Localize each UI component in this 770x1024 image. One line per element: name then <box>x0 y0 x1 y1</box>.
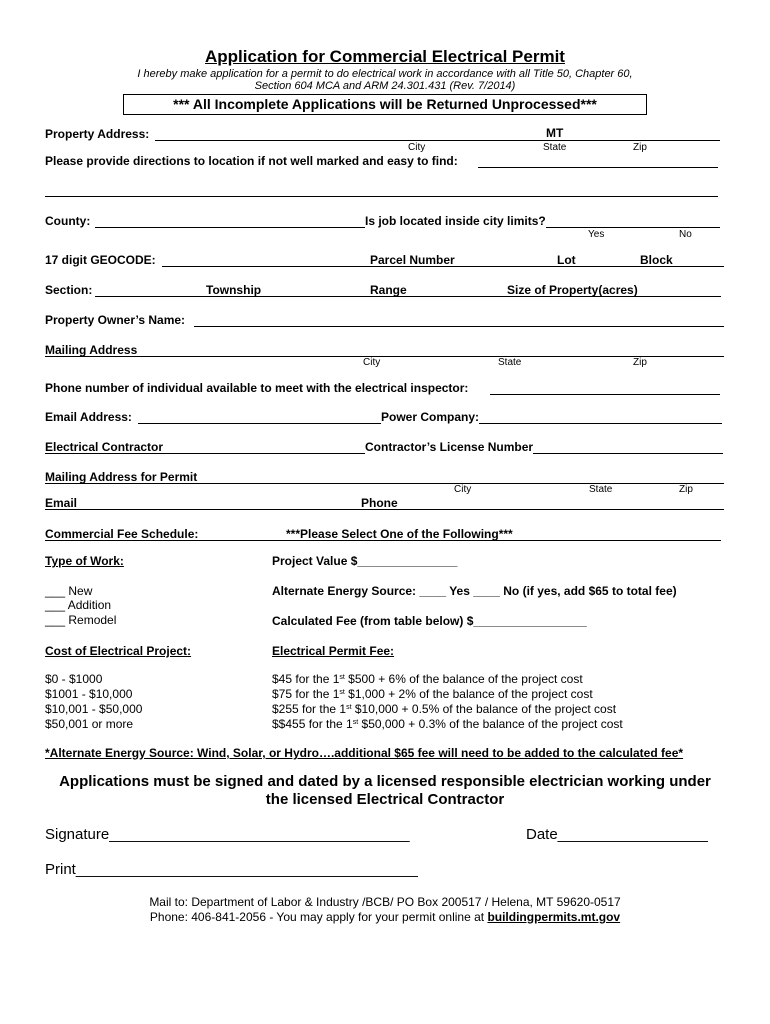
subtitle-line-2: Section 604 MCA and ARM 24.301.431 (Rev. 7/2014) <box>254 80 516 92</box>
cost-range-4: $50,001 or more <box>45 717 134 731</box>
permit-city-caption: City <box>454 484 472 495</box>
fee-row-1-pre: $45 for the 1 <box>272 672 340 686</box>
range-label: Range <box>370 283 407 297</box>
no-caption: No <box>679 229 692 240</box>
fee-row-3-sup: st <box>346 704 352 711</box>
cost-range-3: $10,001 - $50,000 <box>45 702 143 716</box>
power-company-label: Power Company: <box>381 410 480 424</box>
footer-phone-text: Phone: 406-841-2056 - You may apply for your permit online at <box>149 910 488 924</box>
inspector-phone-field[interactable] <box>490 394 720 395</box>
mailing-address-label: Mailing Address <box>45 343 138 357</box>
alternate-energy-field[interactable]: Alternate Energy Source: ____ Yes ____ No (if yes, add $65 to total fee) <box>272 584 677 598</box>
fee-row-2-pre: $75 for the 1 <box>272 687 340 701</box>
option-new[interactable]: ___ New <box>45 584 93 598</box>
option-addition[interactable]: ___ Addition <box>45 598 112 612</box>
calculated-fee-field[interactable]: Calculated Fee (from table below) $_________________ <box>272 614 587 628</box>
page-title: Application for Commercial Electrical Permit <box>205 47 565 66</box>
cost-range-2: $1001 - $10,000 <box>45 687 133 701</box>
yes-caption: Yes <box>588 229 605 240</box>
lot-label: Lot <box>557 253 576 267</box>
cost-range-1: $0 - $1000 <box>45 672 103 686</box>
property-address-label: Property Address: <box>45 127 150 141</box>
owner-name-field[interactable] <box>194 326 724 327</box>
mail-to-address: Mail to: Department of Labor & Industry /BCB/ PO Box 200517 / Helena, MT 59620-0517 <box>149 895 621 909</box>
signing-notice-line-2: the licensed Electrical Contractor <box>265 791 505 808</box>
section-label: Section: <box>45 283 93 297</box>
electrical-contractor-label: Electrical Contractor <box>45 440 164 454</box>
subtitle-line-1: I hereby make application for a permit to do electrical work in accordance with all Title 50, Chapter 60, <box>137 68 633 80</box>
cost-heading: Cost of Electrical Project: <box>45 644 192 658</box>
mailing-city-caption: City <box>363 357 381 368</box>
option-remodel[interactable]: ___ Remodel <box>45 613 117 627</box>
township-label: Township <box>206 283 262 297</box>
phone-and-website <box>0 910 770 924</box>
city-limits-label: Is job located inside city limits? <box>365 214 546 228</box>
state-caption: State <box>543 142 567 153</box>
directions-label: Please provide directions to location if not well marked and easy to find: <box>45 154 458 168</box>
signature-field[interactable]: Signature____________________________________ <box>45 826 410 843</box>
alternate-energy-note: *Alternate Energy Source: Wind, Solar, or Hydro….additional $65 fee will need to be added to the calculated fee* <box>45 746 684 760</box>
website-link[interactable]: buildingpermits.mt.gov <box>487 910 621 924</box>
mailing-address-field[interactable] <box>45 356 724 357</box>
zip-caption: Zip <box>633 142 647 153</box>
select-one-label: ***Please Select One of the Following*** <box>286 527 513 541</box>
mailing-zip-caption: Zip <box>633 357 647 368</box>
fee-row-3-post: $10,000 + 0.5% of the balance of the project cost <box>351 702 617 716</box>
license-number-label: Contractor’s License Number <box>365 440 534 454</box>
directions-field-1[interactable] <box>478 167 718 168</box>
fee-row-1 <box>272 672 583 686</box>
fee-row-3-pre: $255 for the 1 <box>272 702 347 716</box>
geocode-label: 17 digit GEOCODE: <box>45 253 156 267</box>
county-label: County: <box>45 214 91 228</box>
owner-name-label: Property Owner’s Name: <box>45 313 186 327</box>
permit-fee-heading: Electrical Permit Fee: <box>272 644 395 658</box>
fee-row-2 <box>272 687 593 701</box>
permit-mailing-label: Mailing Address for Permit <box>45 470 198 484</box>
permit-mailing-field[interactable] <box>45 483 724 484</box>
city-caption: City <box>408 142 426 153</box>
block-label: Block <box>640 253 673 267</box>
fee-row-4-post: $50,000 + 0.3% of the balance of the project cost <box>358 717 623 731</box>
type-of-work-heading: Type of Work: <box>45 554 124 568</box>
fee-row-4-sup: st <box>352 719 359 726</box>
fee-row-4 <box>272 717 623 731</box>
fee-row-3 <box>272 702 616 716</box>
fee-row-2-post: $1,000 + 2% of the balance of the project cost <box>344 687 593 701</box>
state-value-mt: MT <box>546 126 564 140</box>
fee-row-2-sup: st <box>339 689 345 696</box>
fee-row-1-post: $500 + 6% of the balance of the project cost <box>344 672 583 686</box>
incomplete-notice: *** All Incomplete Applications will be Returned Unprocessed*** <box>173 96 597 112</box>
mailing-state-caption: State <box>498 357 522 368</box>
permit-state-caption: State <box>589 484 613 495</box>
project-value-field[interactable]: Project Value $_______________ <box>272 554 458 568</box>
date-field[interactable]: Date__________________ <box>526 826 708 843</box>
directions-field-2[interactable] <box>45 196 718 197</box>
phone-label: Phone <box>361 496 398 510</box>
email-address-label: Email Address: <box>45 410 132 424</box>
permit-zip-caption: Zip <box>679 484 693 495</box>
fee-row-4-pre: $$455 for the 1 <box>272 717 353 731</box>
property-address-field[interactable] <box>155 140 720 141</box>
inspector-phone-label: Phone number of individual available to meet with the electrical inspector: <box>45 381 469 395</box>
fee-row-1-sup: st <box>339 674 345 681</box>
email-label: Email <box>45 496 78 510</box>
property-size-label: Size of Property(acres) <box>507 283 638 297</box>
signing-notice-line-1: Applications must be signed and dated by a licensed responsible electrician working under <box>59 773 711 790</box>
fee-schedule-label: Commercial Fee Schedule: <box>45 527 199 541</box>
print-name-field[interactable]: Print_________________________________________ <box>45 861 418 878</box>
parcel-number-label: Parcel Number <box>370 253 455 267</box>
